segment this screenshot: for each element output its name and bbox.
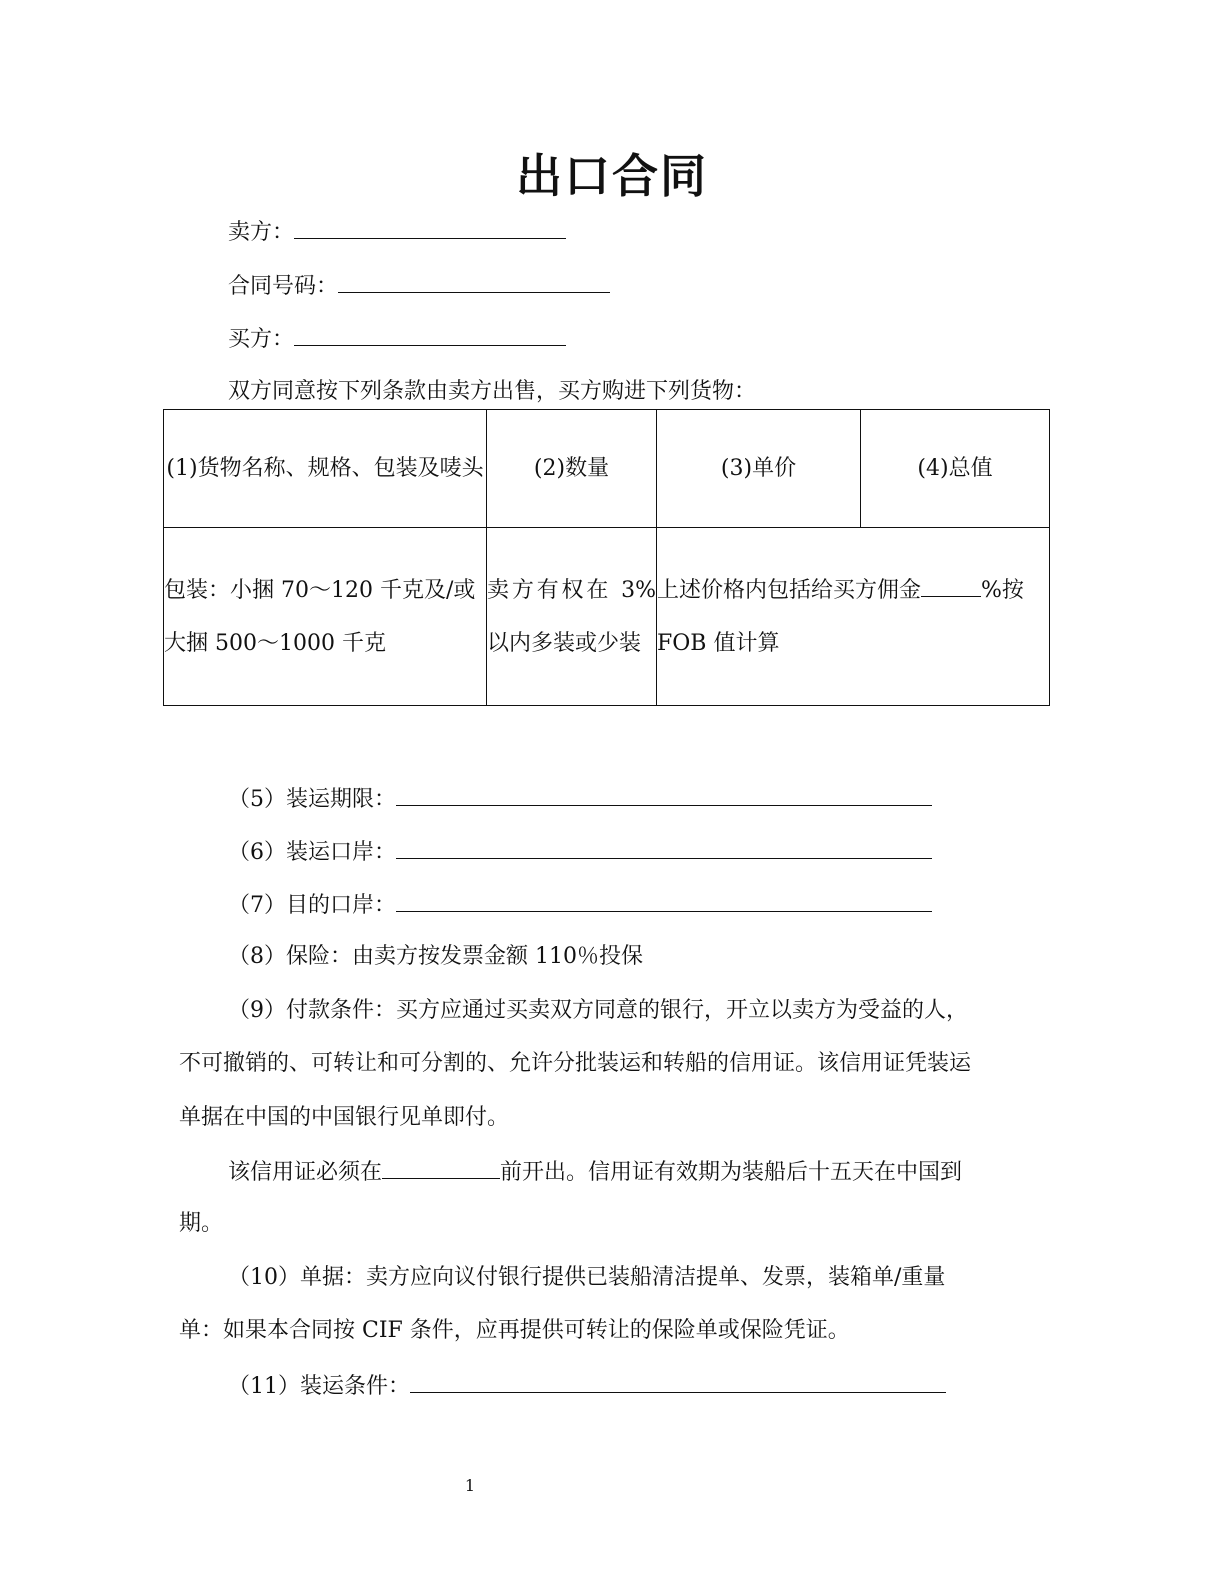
intro-text: 双方同意按下列条款由卖方出售，买方购进下列货物： [228, 379, 757, 404]
clause-9-line-3: 单据在中国的中国银行见单即付。 [179, 1105, 510, 1130]
cell-quantity [487, 528, 657, 706]
quantity-line-2: 以内多装或少装 [487, 630, 642, 656]
goods-line-1: 包装：小捆 70～120 千克及/或 [164, 577, 476, 603]
header-quantity: (2)数量 [487, 410, 657, 528]
contract-no-blank [338, 270, 610, 293]
price-line-2: FOB 值计算 [657, 630, 780, 656]
quantity-line-1: 卖方有权在 3% [487, 577, 656, 603]
clause-6-label: （6）装运口岸： [228, 840, 396, 865]
clause-10-line-2: 单：如果本合同按 CIF 条件，应再提供可转让的保险单或保险凭证。 [179, 1318, 850, 1343]
commission-blank [921, 576, 981, 597]
goods-line-2: 大捆 500～1000 千克 [164, 630, 386, 656]
contract-no-label: 合同号码： [228, 274, 339, 299]
document-title: 出口合同 [516, 149, 708, 203]
clause-6-blank [396, 836, 932, 859]
lc-deadline-b: 前开出。信用证有效期为装船后十五天在中国到 [500, 1160, 963, 1185]
page-number: 1 [464, 1476, 476, 1495]
lc-deadline-line-1 [228, 1156, 962, 1188]
lc-deadline-line-2: 期。 [179, 1211, 224, 1236]
buyer-blank [294, 323, 566, 346]
clause-9-line-1: （9）付款条件：买方应通过买卖双方同意的银行，开立以卖方为受益的人， [228, 998, 968, 1023]
clause-7-label: （7）目的口岸： [228, 893, 396, 918]
clause-10-line-1: （10）单据：卖方应向议付银行提供已装船清洁提单、发票，装箱单/重量 [228, 1265, 946, 1290]
lc-deadline-blank [382, 1156, 500, 1179]
seller-blank [294, 216, 566, 239]
cell-goods [164, 528, 487, 706]
price-line-1b: %按 [981, 577, 1024, 603]
header-total-value: (4)总值 [861, 410, 1050, 528]
clause-9-line-2: 不可撤销的、可转让和可分割的、允许分批装运和转船的信用证。该信用证凭装运 [179, 1051, 972, 1076]
buyer-field [228, 323, 566, 355]
cell-price-total [657, 528, 1050, 706]
clause-5-label: （5）装运期限： [228, 787, 396, 812]
clause-11-blank [410, 1370, 946, 1393]
contract-no-field [228, 270, 610, 302]
seller-label: 卖方： [228, 220, 295, 245]
clause-5-blank [396, 783, 932, 806]
buyer-label: 买方： [228, 327, 295, 352]
lc-deadline-a: 该信用证必须在 [228, 1160, 383, 1185]
goods-table [163, 409, 1050, 706]
clause-7 [228, 889, 932, 921]
clause-11 [228, 1370, 946, 1402]
table-row [164, 528, 1050, 706]
price-line-1 [657, 564, 1049, 617]
seller-field [228, 216, 566, 248]
table-header-row [164, 410, 1050, 528]
header-goods: (1)货物名称、规格、包装及唛头 [164, 410, 487, 528]
clause-8: （8）保险：由卖方按发票金额 110％投保 [228, 944, 643, 969]
price-line-1a: 上述价格内包括给买方佣金 [657, 577, 922, 603]
clause-7-blank [396, 889, 932, 912]
header-unit-price: (3)单价 [657, 410, 861, 528]
clause-11-label: （11）装运条件： [228, 1374, 410, 1399]
clause-5 [228, 783, 932, 815]
clause-6 [228, 836, 932, 868]
